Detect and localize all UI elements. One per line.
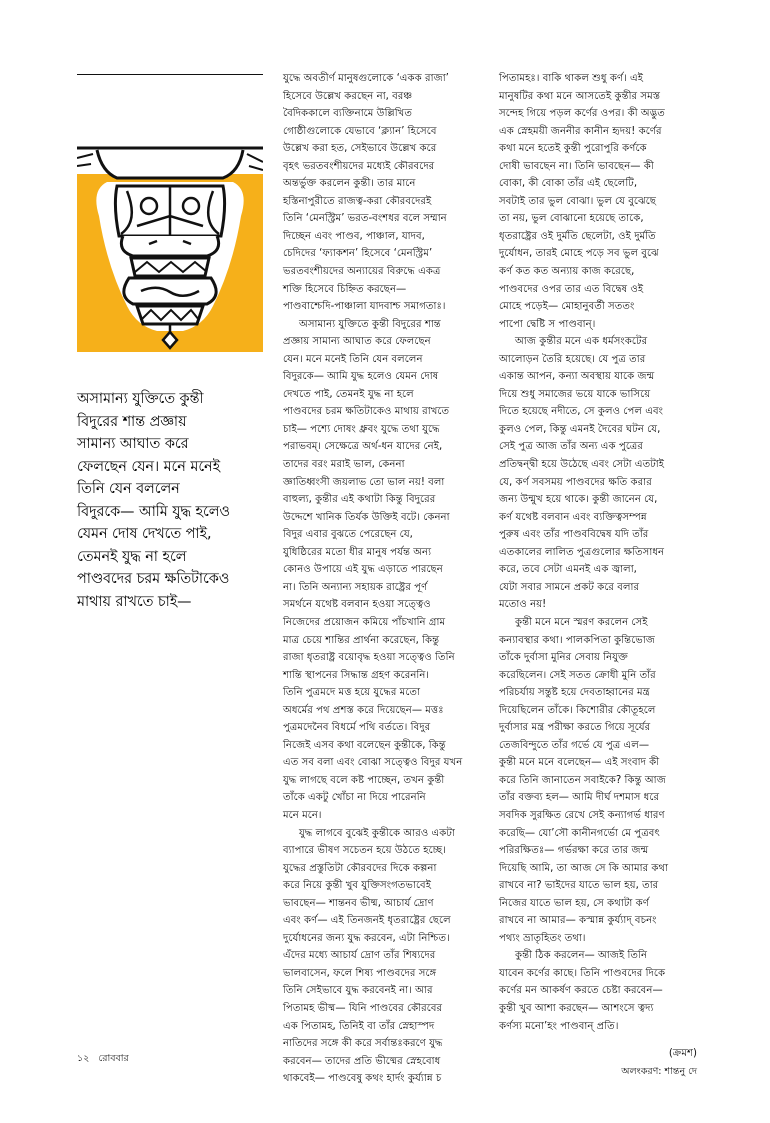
body-text-line: পাণ্ডবদের চরম ক্ষতিটাকেও মাথায় রাখতে [283, 406, 450, 418]
body-text-line: দুর্বাসার মন্ত্র পরীক্ষা করতে গিয়ে সূর্যের [499, 722, 651, 734]
pull-quote-line: তিনি যেন বললেন [77, 481, 180, 497]
body-text-line: তাদের বরং মরাই ভাল, কেননা [283, 459, 405, 471]
body-text-line: বাহুল্য, কুন্তীর এই কথাটা কিন্তু বিদুরের [283, 494, 436, 506]
body-text-line: দেখতে পাই, তেমনই যুদ্ধ না হলে [283, 388, 414, 400]
body-text-line: কর্ণ যথেষ্ট বলবান এবং ব্যক্তিত্বসম্পন্ন [499, 511, 647, 523]
body-text-line: অধর্মের পথ প্রশস্ত করে দিয়েছেন— মত্তঃ [283, 704, 444, 716]
body-text-line: শান্তি স্থাপনের সিদ্ধান্ত গ্রহণ করেননি। [283, 669, 430, 681]
body-text-line: একান্ত আপন, কন্যা অবস্থায় যাকে জন্ম [499, 371, 655, 383]
body-text-line: তিনি ‘মেনস্ট্রিম’ ভরত-বংশধর বলে সম্মান [283, 213, 447, 225]
body-text-line: করবেন— তাদের প্রতি ভীষ্মের স্নেহবোধ [283, 1055, 441, 1067]
body-text-line: ভাবছেন— শান্তনব ভীষ্ম, আচার্য দ্রোণ [283, 897, 434, 909]
body-text-line: কুন্তী মনে মনে বলেছেন— এই সংবাদ কী [499, 757, 660, 769]
body-text-line: করে, তবে সেটা এমনই এক জ্বালা, [499, 564, 637, 576]
pull-quote-line: ফেলছেন যেন। মনে মনেই [77, 458, 221, 475]
pull-quote-line: বিদুরকে— আমি যুদ্ধ হলেও [77, 503, 230, 520]
body-text-line: কর্ণ কত কত অন্যায় কাজ করেছে, [499, 266, 635, 278]
body-text-line: পরিচর্যায় সন্তুষ্ট হয়ে দেবতাহ্বানের মন্ত্র [499, 687, 650, 699]
body-text-line: দিয়ে শুধু সমাজের ভয়ে যাকে ভাসিয়ে [499, 388, 651, 400]
body-text-line: কুলও পেল, কিন্তু এমনই দৈবের ঘটন যে, [499, 423, 661, 435]
body-text-line: সবদিক সুরক্ষিত রেখে সেই কন্যাগর্ভ ধারণ [499, 809, 665, 821]
body-text-line: পাণ্ডবাশ্চেদি-পাঞ্চালা যাদবাশ্চ সমাগতাঃ। [283, 301, 446, 313]
body-text-line: যুদ্ধের প্রস্তুতিটা কৌরবদের দিকে কল্পনা [283, 862, 437, 874]
body-text-line: দিতে হয়েছে নদীতে, সে কুলও পেল এবং [499, 406, 663, 418]
body-text-line: ভালবাসেন, ফলে শিষ্য পাণ্ডবদের সঙ্গে [283, 967, 437, 979]
body-text-line: উল্লেখ করা হত, সেইভাবে উল্লেখ করে [283, 143, 437, 155]
body-text-line: মানুষটির কথা মনে আসতেই কুন্তীর সমস্ত [499, 90, 661, 102]
body-text-line: অসামান্য যুক্তিতে কুন্তী বিদুরের শান্ত [299, 318, 441, 330]
body-text-line: মতোও নয়! [499, 599, 547, 611]
body-text-line: ভরতবংশীয়দের অন্যায়ের বিরুদ্ধে একত্র [283, 266, 441, 278]
body-text-line: সেই পুত্র আজ তাঁর অন্য এক পুত্রের [499, 441, 644, 453]
body-text-line: যুধিষ্ঠিরের মতো ধীর মানুষ পর্যন্ত অন্য [283, 546, 432, 558]
body-text-line: করেছি— যো’সৌ কানীনগর্ভো মে পুত্রবৎ [499, 827, 660, 839]
body-text-line: প্রজ্ঞায় সামান্য আঘাত করে ফেলছেন [283, 336, 431, 348]
body-column-2 [499, 70, 705, 1080]
body-text-line: পিতামহঃ। বাকি থাকল শুধু কর্ণ। এই [499, 73, 644, 84]
body-text-line: আজ কুন্তীর মনে এক ধর্মসংকটের [515, 336, 648, 348]
body-text-line: বিদুর এবার বুঝতে পেরেছেন যে, [283, 529, 413, 541]
body-text-line: বৃহৎ ভরতবংশীয়দের মধ্যেই কৌরবদের [283, 160, 435, 172]
body-text-line: রাখবে না আমার— কস্মান্ন কুর্য্যাদ্‌ বচনং [499, 915, 657, 927]
body-text-line: দুর্যোধনের জন্য যুদ্ধ করবেন, এটা নিশ্চিত। [283, 932, 450, 944]
body-text-line: হিসেবে উল্লেখ করছেন না, বরঞ্চ [283, 90, 413, 102]
body-text-line: তাঁর বক্তব্য হল— আমি দীর্ঘ দশমাস ধরে [499, 792, 660, 804]
body-text-line: যাবেন কর্ণের কাছে। তিনি পাণ্ডবদের দিকে [499, 967, 666, 979]
body-text-line: সন্দেহ গিয়ে পড়ল কর্ণের ওপর। কী অদ্ভুত [499, 108, 665, 120]
pull-quote [77, 388, 273, 613]
body-text-line: এত সব বলা এবং বোঝা সত্ত্বেও বিদুর যখন [283, 757, 463, 769]
pull-quote-line: যেমন দোষ দেখতে পাই, [77, 526, 212, 542]
body-text-line: কর্ণস্য মনো’হং পাণ্ডবান্‌ প্রতি। [499, 1020, 619, 1032]
body-text-line: যেন। মনে মনেই তিনি যেন বললেন [283, 353, 423, 365]
body-text-line: সমর্থনে যথেষ্ট বলবান হওয়া সত্ত্বেও [283, 599, 431, 611]
body-text-line: যুদ্ধ লাগছে বলে কষ্ট পাচ্ছেন, তখন কুন্তী [283, 774, 445, 786]
body-text-line: দিয়েছিলেন তাঁকে। কিশোরীর কৌতূহলে [499, 704, 656, 716]
body-text-line: যে, কর্ণ সবসময় পাণ্ডবদের ক্ষতি করার [499, 476, 652, 488]
page-footer [77, 1052, 135, 1067]
body-text-line: মাত্র চেয়ে শান্তির প্রার্থনা করেছেন, কিন্তু [283, 634, 440, 646]
body-text-line: এক স্নেহময়ী জননীর কানীন হৃদয়! কর্ণের [499, 125, 662, 137]
body-text-line: সবটাই তার ভুল বোঝা। ভুল যে বুঝেছে [499, 195, 657, 207]
continued-label: (ক্রমশ) [668, 1048, 697, 1060]
body-text-line: পথ্যং ভ্রাতৃহিতং তথা। [499, 932, 586, 944]
body-text-line: চেদিদের ‘ফ্যাকশন’ হিসেবে ‘মেনস্ট্রিম’ [283, 248, 433, 260]
pillar-capital-icon [77, 126, 263, 352]
pull-quote-line: মাথায় রাখতে চাই— [77, 593, 192, 610]
body-text-line: কর্ণের মন আকর্ষণ করতে চেষ্টা করবেন— [499, 985, 663, 997]
body-text-line: কথা মনে হতেই কুন্তী পুরোপুরি কর্ণকে [499, 143, 647, 155]
body-text-line: কুন্তী খুব আশা করছেন— আশংসে ত্বদ্য [499, 1002, 654, 1014]
body-text-line: দিয়েছি আমি, তা আজ সে কি আমার কথা [499, 862, 669, 874]
body-text-line: করেছিলেন। সেই সতত ক্রোধী মুনি তাঁর [499, 669, 656, 681]
body-text-line: দুর্যোধন, তারই মোহে পড়ে সব ভুল বুঝে [499, 248, 659, 260]
body-text-line: জন্য উন্মুখ হয়ে থাকে। কুন্তী জানেন যে, [499, 494, 658, 506]
magazine-name: রোববার [98, 1053, 129, 1064]
body-text-line: নাতিদের সঙ্গে কী করে সর্বান্তঃকরণে যুদ্ধ [283, 1038, 443, 1050]
body-text-line: পুরুষ এবং তাঁর পাণ্ডববিদ্বেষ যদি তাঁর [499, 529, 649, 541]
page-number: ১২ [77, 1053, 90, 1064]
body-text-line: পরাভবম্‌। সেক্ষেত্রে অর্থ-ধন যাদের নেই, [283, 441, 443, 453]
body-text-line: পিতামহ ভীষ্ম— যিনি পাণ্ডবের কৌরবের [283, 1002, 443, 1014]
body-text-line: থাকবেই— পাণ্ডবেষু কথং হার্দং কুর্য্যান্ন চ [283, 1073, 442, 1085]
body-text-line: তাঁকে একটু খোঁচা না দিয়ে পারেননি [283, 792, 426, 804]
body-text-line: যুদ্ধে অবতীর্ণ মানুষগুলোকে ‘একক রাজা’ [283, 73, 449, 84]
body-text-line: উদ্দেশে খানিক তির্যক উক্তিই বটে। কেননা [283, 511, 450, 523]
body-text-line: বোকা, কী বোকা তাঁর এই ছেলেটি, [499, 178, 638, 190]
body-text-line: এতকালের লালিত পুত্রগুলোর ক্ষতিসাধন [499, 546, 665, 558]
body-text-line: জ্ঞাতিধ্বংসী জয়লাভ তো ভাল নয়! বলা [283, 476, 445, 488]
body-text-line: করে তিনি জানাতেন সবাইকে? কিন্তু আজ [499, 774, 666, 786]
body-text-line: যুদ্ধ লাগবে বুঝেই কুন্তীকে আরও একটা [299, 827, 455, 839]
body-text-line: হস্তিনাপুরীতে রাজত্ব-করা কৌরবদেরই [283, 195, 432, 207]
body-text-line: নিজেদের প্রয়োজন কমিয়ে পাঁচখানি গ্রাম [283, 616, 446, 628]
body-text-line: রাজা ধৃতরাষ্ট্র বয়োবৃদ্ধ হওয়া সত্ত্বেও তিনি [283, 652, 455, 664]
body-text-line: দিচ্ছেন এবং পাণ্ডব, পাঞ্চাল, যাদব, [283, 230, 425, 242]
body-text-line: মনে মনে। [283, 809, 322, 821]
body-text-line: করে নিয়ে কুন্তী খুব যুক্তিসংগতভাবেই [283, 880, 432, 892]
body-text-line: তিনি পুত্রমদে মত্ত হয়ে যুদ্ধের মতো [283, 687, 421, 699]
body-text-line: আলোড়ন তৈরি হয়েছে। যে পুত্র তার [499, 353, 646, 365]
body-text-line: যেটা সবার সামনে প্রকট করে বলার [499, 581, 640, 593]
body-text-line: চাই— পশ্যে দোষং ধ্রুবং যুদ্ধে তথা যুদ্ধে [283, 423, 440, 435]
body-text-line: তেজবিন্দুতে তাঁর গর্ভে যে পুত্র এল— [499, 739, 650, 751]
body-text-line: নিজের যাতে ভাল হয়, সে কথাটা কর্ণ [499, 897, 649, 909]
illustration-credit: অলংকরণ: শান্তনু দে [621, 1065, 697, 1077]
body-text-line: মোহে পড়েই— মোহানুবর্তী সততং [499, 301, 635, 313]
body-text-line: বিদুরকে— আমি যুদ্ধ হলেও যেমন দোষ [283, 371, 439, 383]
body-text-line: তাঁকে দুর্বাসা মুনির সেবায় নিযুক্ত [499, 652, 628, 664]
pull-quote-line: বিদুরের শান্ত প্রজ্ঞায় [77, 413, 187, 430]
body-column-1 [283, 70, 489, 1088]
body-text-line: পাপো দ্বেষ্টি স পাণ্ডবান্‌। [499, 318, 596, 330]
body-text-line: নিজেই এসব কথা বলেছেন কুন্তীকে, কিন্তু [283, 739, 446, 751]
body-text-line: পুত্রমদেনৈব বিধর্মে পথি বর্ততে। বিদুর [283, 722, 431, 734]
body-text-line: পরিরক্ষিতঃ— গর্ভরক্ষা করে তার জন্ম [499, 845, 649, 857]
body-text-line: না। তিনি অন্যান্য সহায়ক রাষ্ট্রের পূর্ণ [283, 581, 428, 593]
pull-quote-line: তেমনই যুদ্ধ না হলে [77, 548, 187, 565]
body-text-line: এক পিতামহ, তিনিই বা তাঁর স্নেহাস্পদ [283, 1020, 435, 1032]
top-rule [77, 74, 263, 75]
body-text-line: কুন্তী ঠিক করলেন— আজই তিনি [515, 950, 648, 962]
body-text-line: ধৃতরাষ্ট্রের ওই দুর্মতি ছেলেটা, ওই দুর্মতি [499, 230, 656, 242]
pull-quote-line: পাণ্ডবদের চরম ক্ষতিটাকেও [77, 571, 230, 587]
body-text-line: বৈদিককালে ব্যক্তিনামে উল্লিখিত [283, 108, 412, 120]
body-text-line: কোনও উপায়ে এই যুদ্ধ এড়াতে পারছেন [283, 564, 443, 576]
body-text-line: প্রতিদ্বন্দ্বী হয়ে উঠেছে এবং সেটা এতটাই [499, 459, 665, 471]
body-text-line: দোষী ভাবছেন না। তিনি ভাবছেন— কী [499, 160, 654, 172]
pull-quote-line: অসামান্য যুক্তিতে কুন্তী [77, 391, 204, 407]
body-text-line: কন্যাবস্থার কথা। পালকপিতা কুন্তিভোজ [499, 634, 655, 646]
body-text-line: রাখবে না? ভাইদের যাতে ভাল হয়, তার [499, 880, 659, 892]
body-text-line: কুন্তী মনে মনে স্মরণ করলেন সেই [515, 616, 648, 628]
body-text-line: শক্তি হিসেবে চিহ্নিত করছেন— [283, 283, 407, 295]
body-text-line: পাণ্ডবদের ওপর তার এত বিদ্বেষ ওই [499, 283, 644, 295]
body-text-line: অন্তর্ভুক্ত করলেন কুন্তী। তার মানে [283, 178, 416, 190]
pull-quote-line: সামান্য আঘাত করে [77, 436, 189, 452]
body-text-line: তিনি সেইভাবে যুদ্ধ করবেনই না। আর [283, 985, 433, 997]
body-text-line: এঁদের মধ্যে আচার্য দ্রোণ তাঁর শিষ্যদের [283, 950, 436, 962]
body-text-line: গোষ্ঠীগুলোকে যেভাবে ‘ক্ল্যান’ হিসেবে [283, 125, 437, 137]
body-text-line: এবং কর্ণ— এই তিনজনই ধৃতরাষ্ট্রের ছেলে [283, 915, 451, 927]
body-text-line: তা নয়, ভুল বোঝানো হয়েছে তাকে, [499, 213, 644, 225]
body-text-line: ব্যাপারে ভীষণ সচেতন হয়ে উঠতে হচ্ছে। [283, 845, 446, 857]
